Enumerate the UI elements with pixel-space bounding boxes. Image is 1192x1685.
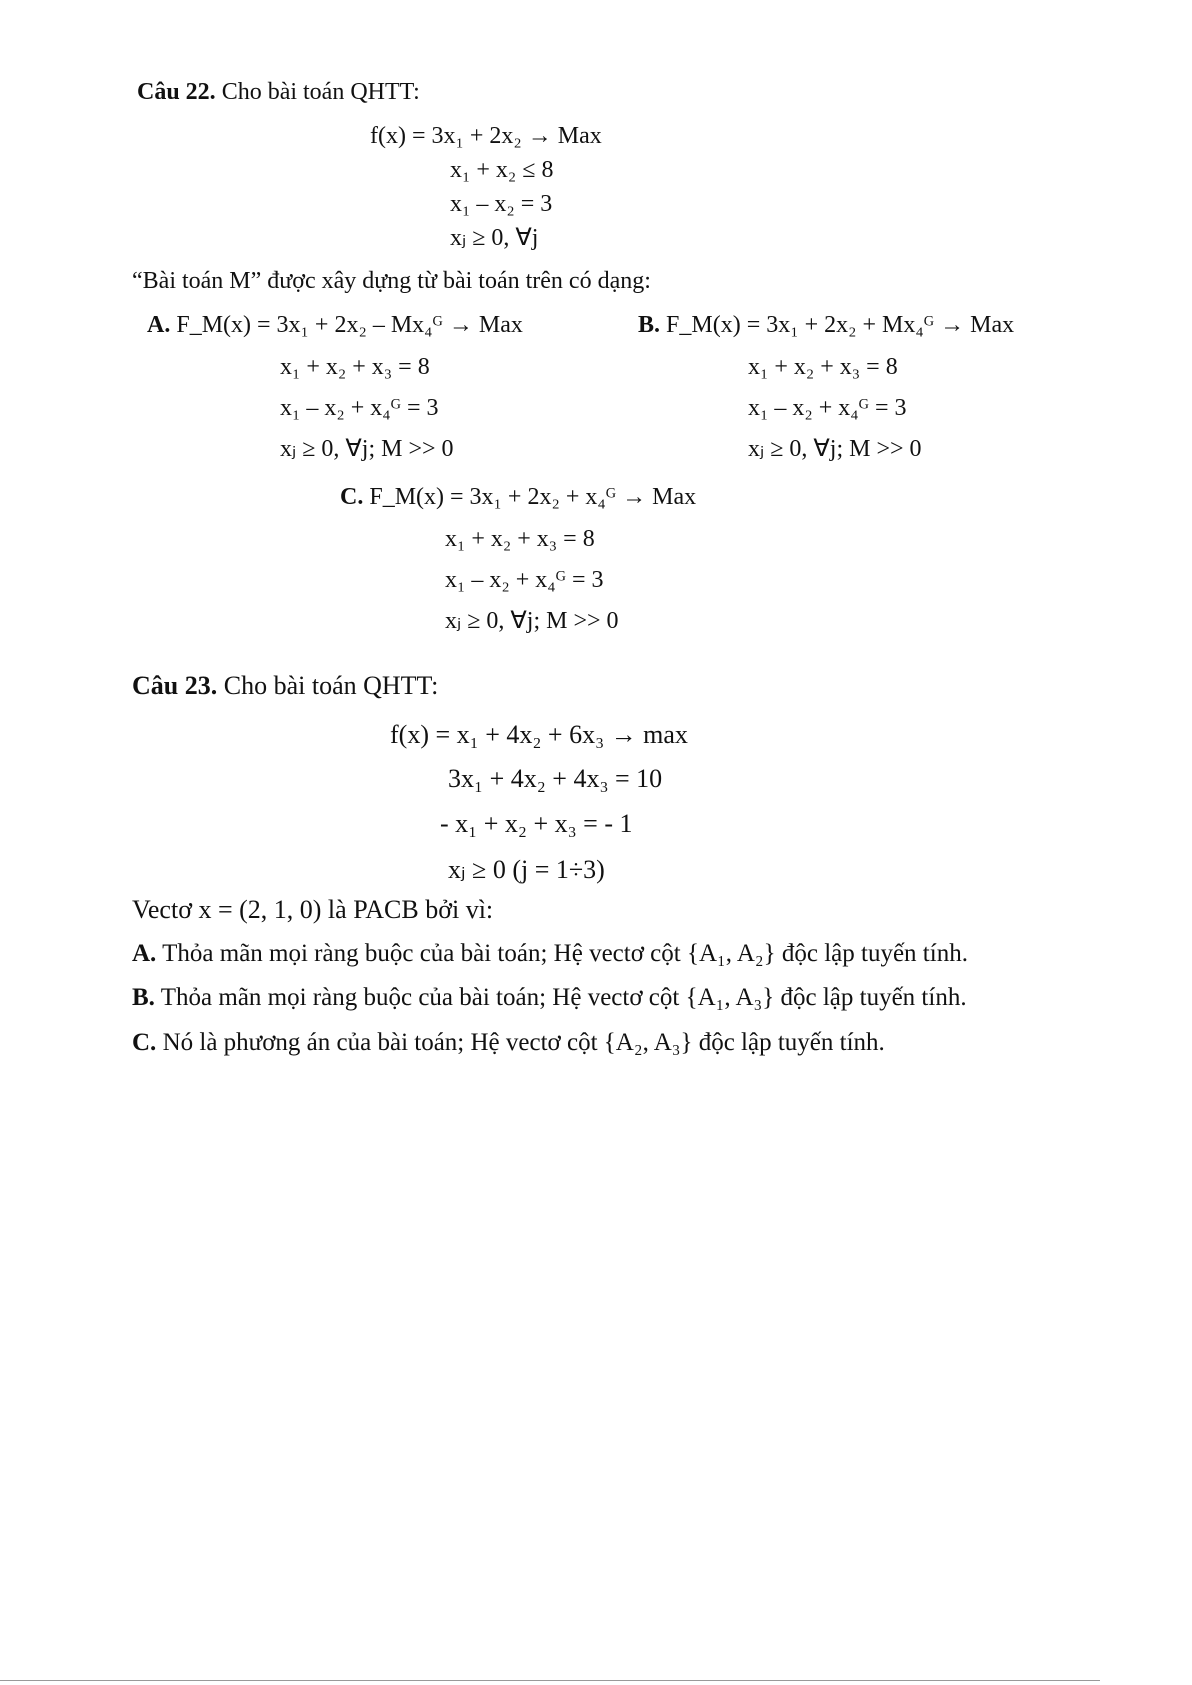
q22-constraint-1: x₁ + x₂ ≤ 8 <box>450 157 554 183</box>
q22-option-b-letter: B. <box>638 312 661 338</box>
q22-objective: f(x) = 3x₁ + 2x₂ → Max <box>370 123 602 149</box>
q22-option-a-letter: A. <box>147 312 171 338</box>
q23-option-c-letter: C. <box>132 1029 157 1056</box>
q23-constraint-2: - x₁ + x₂ + x₃ = - 1 <box>440 809 633 838</box>
q23-option-a-letter: A. <box>132 940 157 967</box>
q22-option-a <box>147 313 523 337</box>
q23-option-a-text: Thỏa mãn mọi ràng buộc của bài toán; Hệ vectơ cột {A₁, A₂} độc lập tuyến tính. <box>162 940 968 967</box>
q22-option-c-constraint-3: xⱼ ≥ 0, ∀j; M >> 0 <box>445 608 619 634</box>
q22-intro: Cho bài toán QHTT: <box>221 79 420 105</box>
q22-option-b-objective: F_M(x) = 3x₁ + 2x₂ + Mx₄ᴳ → Max <box>666 312 1015 338</box>
q23-option-c-text: Nó là phương án của bài toán; Hệ vectơ cột {A₂, A₃} độc lập tuyến tính. <box>162 1029 885 1056</box>
q22-option-b-constraint-2: x₁ – x₂ + x₄ᴳ = 3 <box>748 395 907 421</box>
q22-constraint-3: xⱼ ≥ 0, ∀j <box>450 225 539 251</box>
q23-option-c <box>132 1030 885 1055</box>
q22-option-c-letter: C. <box>340 484 364 510</box>
q23-header <box>132 673 438 699</box>
q22-option-c-objective: F_M(x) = 3x₁ + 2x₂ + x₄ᴳ → Max <box>369 484 697 510</box>
q23-constraint-3: xⱼ ≥ 0 (j = 1÷3) <box>448 855 605 884</box>
q23-prompt: Vectơ x = (2, 1, 0) là PACB bởi vì: <box>132 895 494 924</box>
q22-option-a-constraint-3: xⱼ ≥ 0, ∀j; M >> 0 <box>280 436 454 462</box>
page-bottom-rule <box>0 1680 1100 1681</box>
q22-option-a-objective: F_M(x) = 3x₁ + 2x₂ – Mx₄ᴳ → Max <box>176 312 523 338</box>
q22-header <box>137 80 420 104</box>
q23-option-b <box>132 985 967 1010</box>
q22-option-c-constraint-1: x₁ + x₂ + x₃ = 8 <box>445 526 595 552</box>
q23-option-b-letter: B. <box>132 984 155 1011</box>
q22-option-b-constraint-3: xⱼ ≥ 0, ∀j; M >> 0 <box>748 436 922 462</box>
q22-option-b <box>638 313 1014 337</box>
q23-objective: f(x) = x₁ + 4x₂ + 6x₃ → max <box>390 720 688 749</box>
q23-option-b-text: Thỏa mãn mọi ràng buộc của bài toán; Hệ vectơ cột {A₁, A₃} độc lập tuyến tính. <box>160 984 967 1011</box>
q22-option-c-constraint-2: x₁ – x₂ + x₄ᴳ = 3 <box>445 567 604 593</box>
q22-option-a-constraint-2: x₁ – x₂ + x₄ᴳ = 3 <box>280 395 439 421</box>
q22-option-c <box>340 485 696 509</box>
q22-prompt: “Bài toán M” được xây dựng từ bài toán trên có dạng: <box>132 268 651 294</box>
q23-option-a <box>132 941 968 966</box>
q23-constraint-1: 3x₁ + 4x₂ + 4x₃ = 10 <box>448 764 663 793</box>
q22-number: Câu 22. <box>137 79 216 105</box>
q22-option-b-constraint-1: x₁ + x₂ + x₃ = 8 <box>748 354 898 380</box>
q22-constraint-2: x₁ – x₂ = 3 <box>450 191 553 217</box>
q23-number: Câu 23. <box>132 671 218 700</box>
q22-option-a-constraint-1: x₁ + x₂ + x₃ = 8 <box>280 354 430 380</box>
q23-intro: Cho bài toán QHTT: <box>223 671 439 700</box>
